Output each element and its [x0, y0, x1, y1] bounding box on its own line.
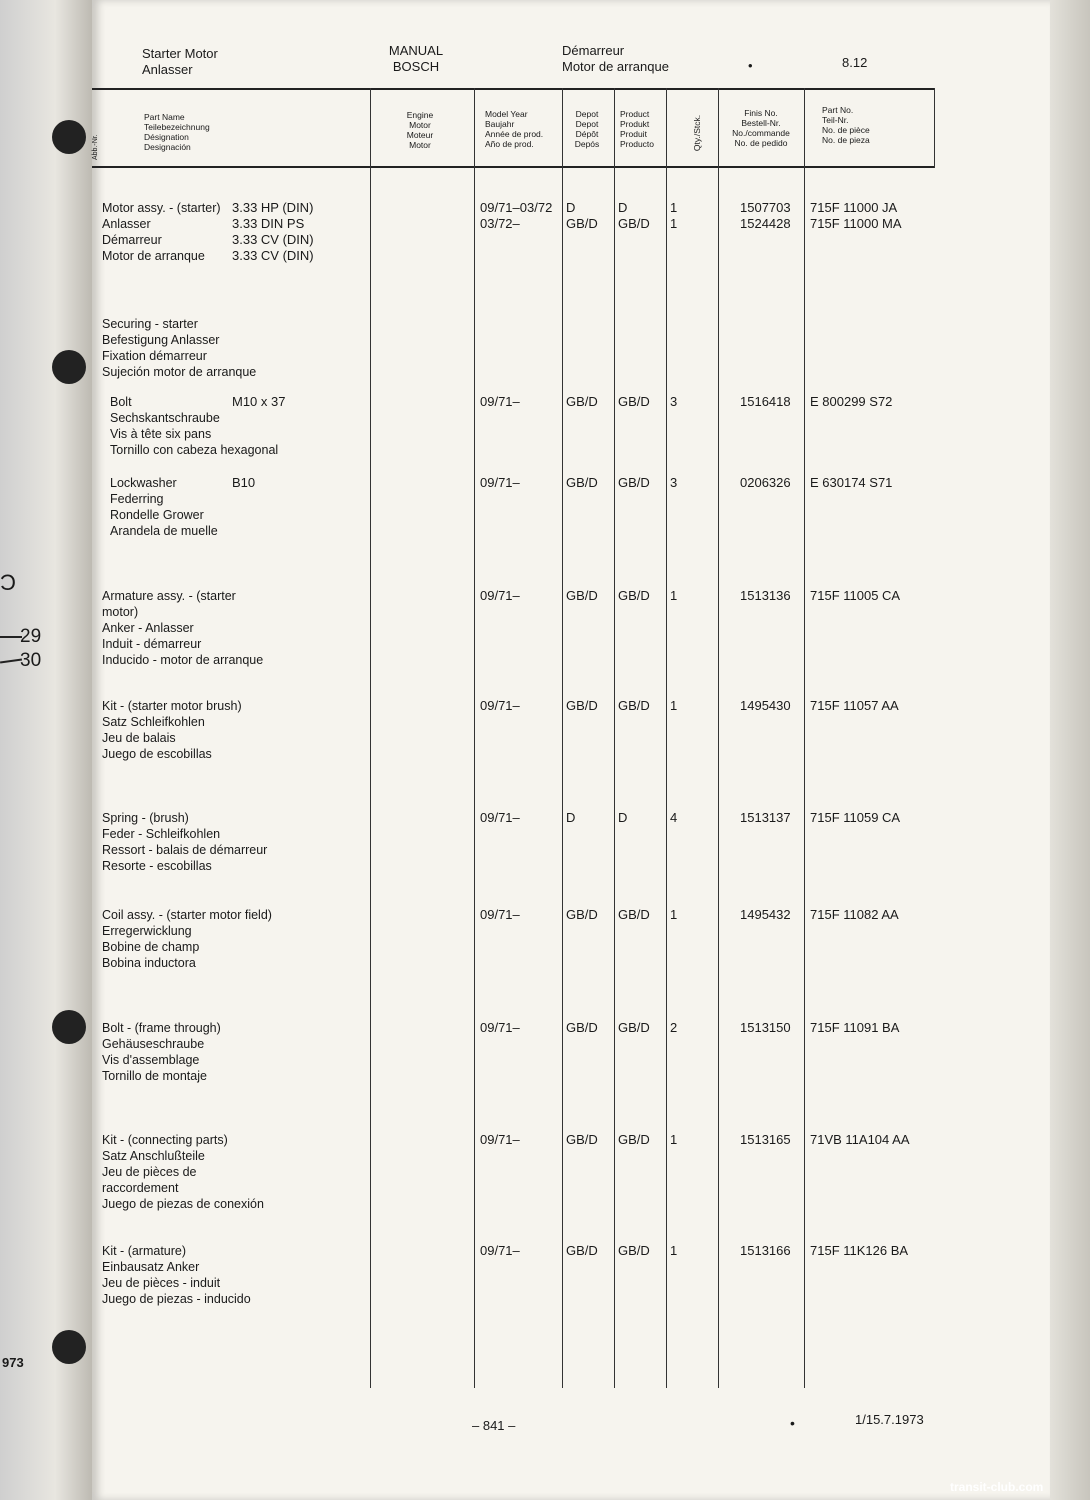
quantity [670, 1132, 677, 1148]
part-name-line: Motor de arranque [102, 249, 205, 263]
finis-number-value: 1513137 [740, 810, 791, 825]
spec-value: B10 [232, 475, 256, 490]
quantity [670, 588, 677, 604]
column-header-qty: Qty./Stck. [692, 114, 702, 152]
model-year [480, 200, 552, 232]
quantity [670, 475, 677, 491]
part-name [102, 588, 272, 668]
part-number-value: E 630174 S71 [810, 475, 893, 490]
page-title: Starter Motor Anlasser [142, 46, 218, 77]
model-year-value: 09/71– [480, 394, 520, 409]
finis-number-value: 1524428 [740, 216, 791, 231]
model-year [480, 810, 520, 826]
quantity-value: 1 [670, 216, 678, 231]
part-number-value: 715F 11082 AA [810, 907, 899, 922]
part-number-value: 715F 11000 JA [810, 200, 898, 215]
depot [566, 698, 598, 714]
product-value: GB/D [618, 1020, 650, 1035]
adjacent-page-edge [0, 0, 92, 1500]
part-name-line: Befestigung Anlasser [102, 333, 220, 347]
part-name-line: Jeu de pièces - induit [102, 1276, 221, 1290]
model-year [480, 1132, 520, 1148]
part-name-line: Inducido - motor de arranque [102, 653, 264, 667]
product-value: D [618, 200, 628, 215]
product-value: D [618, 810, 628, 825]
part-name [102, 1020, 272, 1084]
finis-number-value: 1513165 [740, 1132, 791, 1147]
part-number-value: 715F 11059 CA [810, 810, 901, 825]
binder-hole [52, 1330, 86, 1364]
part-number-value: 715F 11K126 BA [810, 1243, 909, 1258]
finis-number [740, 810, 791, 826]
part-name-line: Bobina inductora [102, 956, 196, 970]
right-background [1050, 0, 1090, 1500]
column-divider [614, 88, 615, 1388]
part-number [810, 907, 899, 923]
product-value: GB/D [618, 698, 650, 713]
column-divider [562, 88, 563, 1388]
finis-number-value: 0206326 [740, 475, 791, 490]
depot [566, 475, 598, 491]
part-name-line: Securing - starter [102, 317, 198, 331]
part-name-line: Anker - Anlasser [102, 621, 194, 635]
finis-number-value: 1513136 [740, 588, 791, 603]
part-name-line: Jeu de pièces de raccordement [102, 1165, 197, 1195]
part-name-line: Induit - démarreur [102, 637, 202, 651]
part-number-value: 71VB 11A104 AA [810, 1132, 910, 1147]
depot-value: GB/D [566, 394, 598, 409]
column-header-engine: Engine Motor Moteur Motor [406, 110, 434, 150]
finis-number-value: 1513150 [740, 1020, 791, 1035]
part-name-line: Anlasser [102, 217, 151, 231]
part-name-line: Sujeción motor de arranque [102, 365, 257, 379]
product-value: GB/D [618, 216, 650, 231]
column-divider [370, 88, 371, 1388]
part-number [810, 200, 902, 232]
finis-number-value: 1516418 [740, 394, 791, 409]
part-name-line: Spring - (brush) [102, 811, 189, 825]
quantity-value: 3 [670, 475, 678, 490]
part-name-line: Ressort - balais de démarreur [102, 843, 268, 857]
depot-value: GB/D [566, 1243, 598, 1258]
quantity-value: 1 [670, 1243, 678, 1258]
quantity-value: 1 [670, 907, 678, 922]
table-row [92, 810, 1050, 873]
product-value: GB/D [618, 475, 650, 490]
spec [232, 200, 314, 264]
finis-number [740, 1132, 791, 1148]
table-row [92, 200, 1050, 263]
column-divider [666, 88, 667, 1388]
part-name [102, 907, 272, 971]
part-name-line: Vis à tête six pans [110, 427, 212, 441]
spec-value: 3.33 CV (DIN) [232, 232, 314, 247]
quantity [670, 1020, 677, 1036]
model-year [480, 394, 520, 410]
part-number [810, 698, 899, 714]
finis-number [740, 1243, 791, 1259]
page-number: – 841 – [472, 1418, 516, 1433]
part-name-line: Jeu de balais [102, 731, 176, 745]
part-name-line: Erregerwicklung [102, 924, 192, 938]
depot-value: GB/D [566, 1132, 598, 1147]
product-value: GB/D [618, 1132, 650, 1147]
adjacent-page-number: 973 [2, 1355, 24, 1370]
finis-number [740, 907, 791, 923]
product [618, 1243, 650, 1259]
depot [566, 1020, 598, 1036]
part-name-line: Lockwasher [110, 476, 177, 490]
spec [232, 475, 255, 491]
callout-leader-line [0, 658, 22, 663]
column-divider [474, 88, 475, 1388]
part-number-value: 715F 11091 BA [810, 1020, 900, 1035]
finis-number-value: 1495432 [740, 907, 791, 922]
quantity-value: 2 [670, 1020, 678, 1035]
depot-value: GB/D [566, 907, 598, 922]
model-year-value: 03/72– [480, 216, 520, 231]
part-name [102, 1132, 272, 1212]
part-name-line: Juego de piezas - inducido [102, 1292, 251, 1306]
depot-value: GB/D [566, 588, 598, 603]
table-row [92, 1020, 1050, 1083]
part-name-line: Démarreur [102, 233, 162, 247]
product [618, 200, 650, 232]
part-name-line: Rondelle Grower [110, 508, 204, 522]
part-name-line: Juego de piezas de conexión [102, 1197, 264, 1211]
footer-dot: • [790, 1415, 795, 1431]
model-year-value: 09/71– [480, 907, 520, 922]
quantity-value: 1 [670, 698, 678, 713]
binder-hole [52, 350, 86, 384]
quantity [670, 1243, 677, 1259]
catalog-page [92, 0, 1050, 1500]
quantity [670, 810, 677, 826]
part-number-value: E 800299 S72 [810, 394, 893, 409]
section-number: 8.12 [842, 55, 868, 70]
callout-number: 29 [20, 626, 42, 647]
finis-number [740, 588, 791, 604]
depot-value: D [566, 200, 576, 215]
transmission-type: MANUAL BOSCH [388, 43, 444, 74]
part-name-line: Vis d'assemblage [102, 1053, 200, 1067]
depot [566, 588, 598, 604]
callout-leader-line [0, 636, 22, 638]
depot-value: GB/D [566, 698, 598, 713]
table-row [92, 1132, 1050, 1211]
depot-value: GB/D [566, 475, 598, 490]
model-year-value: 09/71– [480, 810, 520, 825]
part-name-line: Tornillo de montaje [102, 1069, 207, 1083]
product [618, 698, 650, 714]
part-name-line: Einbausatz Anker [102, 1260, 200, 1274]
finis-number [740, 394, 791, 410]
column-divider [804, 88, 805, 1388]
binder-hole [52, 1010, 86, 1044]
depot-value: GB/D [566, 216, 598, 231]
finis-number-value: 1495430 [740, 698, 791, 713]
depot-value: D [566, 810, 576, 825]
depot [566, 200, 598, 232]
part-number [810, 394, 892, 410]
part-name-line: Sechskantschraube [110, 411, 220, 425]
depot [566, 907, 598, 923]
part-name-line: Tornillo con cabeza hexagonal [110, 443, 279, 457]
column-divider [934, 88, 935, 168]
table-top-rule [92, 88, 934, 90]
model-year-value: 09/71– [480, 1243, 520, 1258]
dot-mark: • [748, 58, 753, 73]
part-number [810, 475, 892, 491]
finis-number [740, 475, 791, 491]
table-row [92, 316, 1050, 379]
depot [566, 1243, 598, 1259]
model-year [480, 907, 520, 923]
finis-number [740, 1020, 791, 1036]
part-number-value: 715F 11005 CA [810, 588, 901, 603]
issue-date: 1/15.7.1973 [855, 1412, 924, 1427]
part-name-line: Satz Anschlußteile [102, 1149, 205, 1163]
quantity-value: 4 [670, 810, 678, 825]
table-row [92, 1243, 1050, 1306]
table-header-rule [92, 166, 934, 168]
part-number-value: 715F 11000 MA [810, 216, 902, 231]
quantity [670, 698, 677, 714]
part-name-line: Motor assy. - (starter) [102, 201, 221, 215]
side-code: Abb.-Nr. [92, 134, 99, 160]
model-year-value: 09/71– [480, 475, 520, 490]
column-divider [718, 88, 719, 1388]
spec [232, 394, 285, 410]
part-name-line: Bolt [110, 395, 132, 409]
column-header-part-no: Part No. Teil-Nr. No. de pièce No. de pieza [822, 105, 870, 145]
part-name-line: Gehäuseschraube [102, 1037, 205, 1051]
part-name [102, 1243, 272, 1307]
quantity-value: 3 [670, 394, 678, 409]
part-number [810, 1020, 899, 1036]
model-year [480, 1020, 520, 1036]
model-year-value: 09/71– [480, 698, 520, 713]
product [618, 588, 650, 604]
part-name-line: Arandela de muelle [110, 524, 218, 538]
part-name-line: Bolt - (frame through) [102, 1021, 221, 1035]
product-value: GB/D [618, 588, 650, 603]
part-name-line: Bobine de champ [102, 940, 200, 954]
watermark: transit-club.com [950, 1480, 1044, 1494]
model-year-value: 09/71– [480, 1132, 520, 1147]
part-name [102, 698, 272, 762]
column-header-model-year: Model Year Baujahr Année de prod. Año de prod. [485, 109, 544, 149]
part-name-line: Satz Schleifkohlen [102, 715, 205, 729]
part-name-line: Federring [110, 492, 164, 506]
page-title-fr-es: Démarreur Motor de arranque [562, 43, 669, 74]
model-year [480, 1243, 520, 1259]
model-year [480, 475, 520, 491]
column-header-depot: Depot Depot Dépôt Depós [574, 109, 600, 149]
part-name-line: Kit - (starter motor brush) [102, 699, 242, 713]
finis-number [740, 698, 791, 714]
finis-number-value: 1507703 [740, 200, 791, 215]
table-row [92, 394, 1050, 457]
product-value: GB/D [618, 394, 650, 409]
column-header-product: Product Produkt Produit Producto [620, 109, 655, 149]
part-name-line: Fixation démarreur [102, 349, 207, 363]
quantity-value: 1 [670, 200, 678, 215]
part-number [810, 810, 900, 826]
column-header-finis-no: Finis No. Bestell-Nr. No./commande No. de pedido [732, 108, 790, 148]
part-name [102, 316, 272, 380]
spec-value: 3.33 DIN PS [232, 216, 305, 231]
finis-number [740, 200, 791, 232]
model-year [480, 698, 520, 714]
part-name-line: Kit - (armature) [102, 1244, 187, 1258]
depot [566, 810, 575, 826]
model-year-value: 09/71– [480, 588, 520, 603]
part-name-line: Feder - Schleifkohlen [102, 827, 221, 841]
product [618, 907, 650, 923]
table-row [92, 907, 1050, 970]
part-name-line: Coil assy. - (starter motor field) [102, 908, 272, 922]
part-name-line: Armature assy. - (starter motor) [102, 589, 236, 619]
table-row [92, 698, 1050, 761]
spec-value: 3.33 CV (DIN) [232, 248, 314, 263]
part-name-line: Resorte - escobillas [102, 859, 212, 873]
quantity [670, 200, 677, 232]
table-row [92, 588, 1050, 667]
depot [566, 1132, 598, 1148]
quantity-value: 1 [670, 1132, 678, 1147]
product [618, 475, 650, 491]
part-number [810, 1243, 908, 1259]
depot [566, 394, 598, 410]
part-number [810, 1132, 910, 1148]
spec-value: 3.33 HP (DIN) [232, 200, 314, 215]
part-name-line: Kit - (connecting parts) [102, 1133, 228, 1147]
model-year-value: 09/71–03/72 [480, 200, 553, 215]
quantity [670, 394, 677, 410]
depot-value: GB/D [566, 1020, 598, 1035]
product-value: GB/D [618, 1243, 650, 1258]
adjacent-page-letter: Ɔ [0, 570, 16, 595]
finis-number-value: 1513166 [740, 1243, 791, 1258]
column-header-part-name: Part Name Teilebezeichnung Désignation Designación [144, 112, 210, 152]
part-name-line: Juego de escobillas [102, 747, 212, 761]
product [618, 394, 650, 410]
table-row [92, 475, 1050, 538]
part-number [810, 588, 900, 604]
quantity-value: 1 [670, 588, 678, 603]
quantity [670, 907, 677, 923]
model-year-value: 09/71– [480, 1020, 520, 1035]
product [618, 810, 627, 826]
spec-value: M10 x 37 [232, 394, 286, 409]
product-value: GB/D [618, 907, 650, 922]
part-name [102, 810, 272, 874]
part-number-value: 715F 11057 AA [810, 698, 899, 713]
callout-number: 30 [20, 650, 42, 671]
binder-hole [52, 120, 86, 154]
product [618, 1020, 650, 1036]
product [618, 1132, 650, 1148]
model-year [480, 588, 520, 604]
